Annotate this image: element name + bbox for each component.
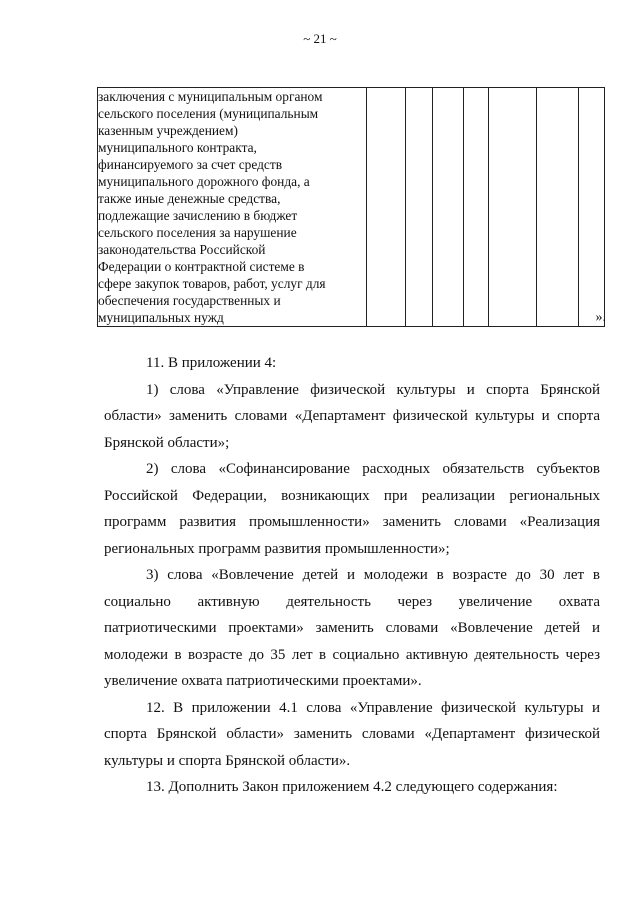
paragraph-item-12: 12. В приложении 4.1 слова «Управление физической культуры и спорта Брянской области» заменить словами «Департамент физической культуры и спорта Брянской области». <box>104 699 600 769</box>
table-cell-empty <box>464 88 489 327</box>
cell-line: муниципальных нужд <box>98 310 224 325</box>
cell-line: сельского поселения за нарушение <box>98 225 297 240</box>
table-cell-closing <box>579 88 605 327</box>
cell-line: заключения с муниципальным органом <box>98 89 323 104</box>
continued-table <box>97 87 605 327</box>
table-cell-description <box>98 88 367 327</box>
table-cell-empty <box>489 88 537 327</box>
paragraph-subitem-2: 2) слова «Софинансирование расходных обязательств субъектов Российской Федерации, возникающих при реализации региональных программ развития промышленности» заменить словами «Реализация региональных программ развития промышленности»; <box>104 461 600 557</box>
paragraph-subitem-1: 1) слова «Управление физической культуры и спорта Брянской области» заменить словами «Департамент физической культуры и спорта Брянской области»; <box>104 381 600 451</box>
table-cell-empty <box>537 88 579 327</box>
cell-line: также иные денежные средства, <box>98 191 281 206</box>
cell-line: сфере закупок товаров, работ, услуг для <box>98 276 326 291</box>
cell-line: Федерации о контрактной системе в <box>98 259 305 274</box>
cell-line: финансируемого за счет средств <box>98 157 283 172</box>
paragraph-subitem-3: 3) слова «Вовлечение детей и молодежи в возрасте до 30 лет в социально активную деятельность через увеличение охвата патриотическими проектами» заменить словами «Вовлечение детей и молодежи в возрасте до 35 лет в социально активную деятельность через увеличение охвата патриотическими проектами». <box>104 567 600 689</box>
page-number: ~ 21 ~ <box>303 31 337 46</box>
closing-quote-mark: ». <box>595 310 606 325</box>
table-cell-empty <box>433 88 464 327</box>
table-row <box>98 88 605 327</box>
cell-line: обеспечения государственных и <box>98 293 281 308</box>
table-cell-empty <box>406 88 433 327</box>
cell-line: подлежащие зачислению в бюджет <box>98 208 298 223</box>
cell-line: муниципального контракта, <box>98 140 257 155</box>
cell-line: сельского поселения (муниципальным <box>98 106 319 121</box>
paragraph-item-13: 13. Дополнить Закон приложением 4.2 следующего содержания: <box>146 779 558 795</box>
cell-line: законодательства Российской <box>98 242 266 257</box>
paragraph-item-11: 11. В приложении 4: <box>146 355 277 371</box>
table-cell-empty <box>367 88 406 327</box>
cell-line: казенным учреждением) <box>98 123 238 138</box>
cell-line: муниципального дорожного фонда, а <box>98 174 310 189</box>
document-body <box>104 350 600 801</box>
